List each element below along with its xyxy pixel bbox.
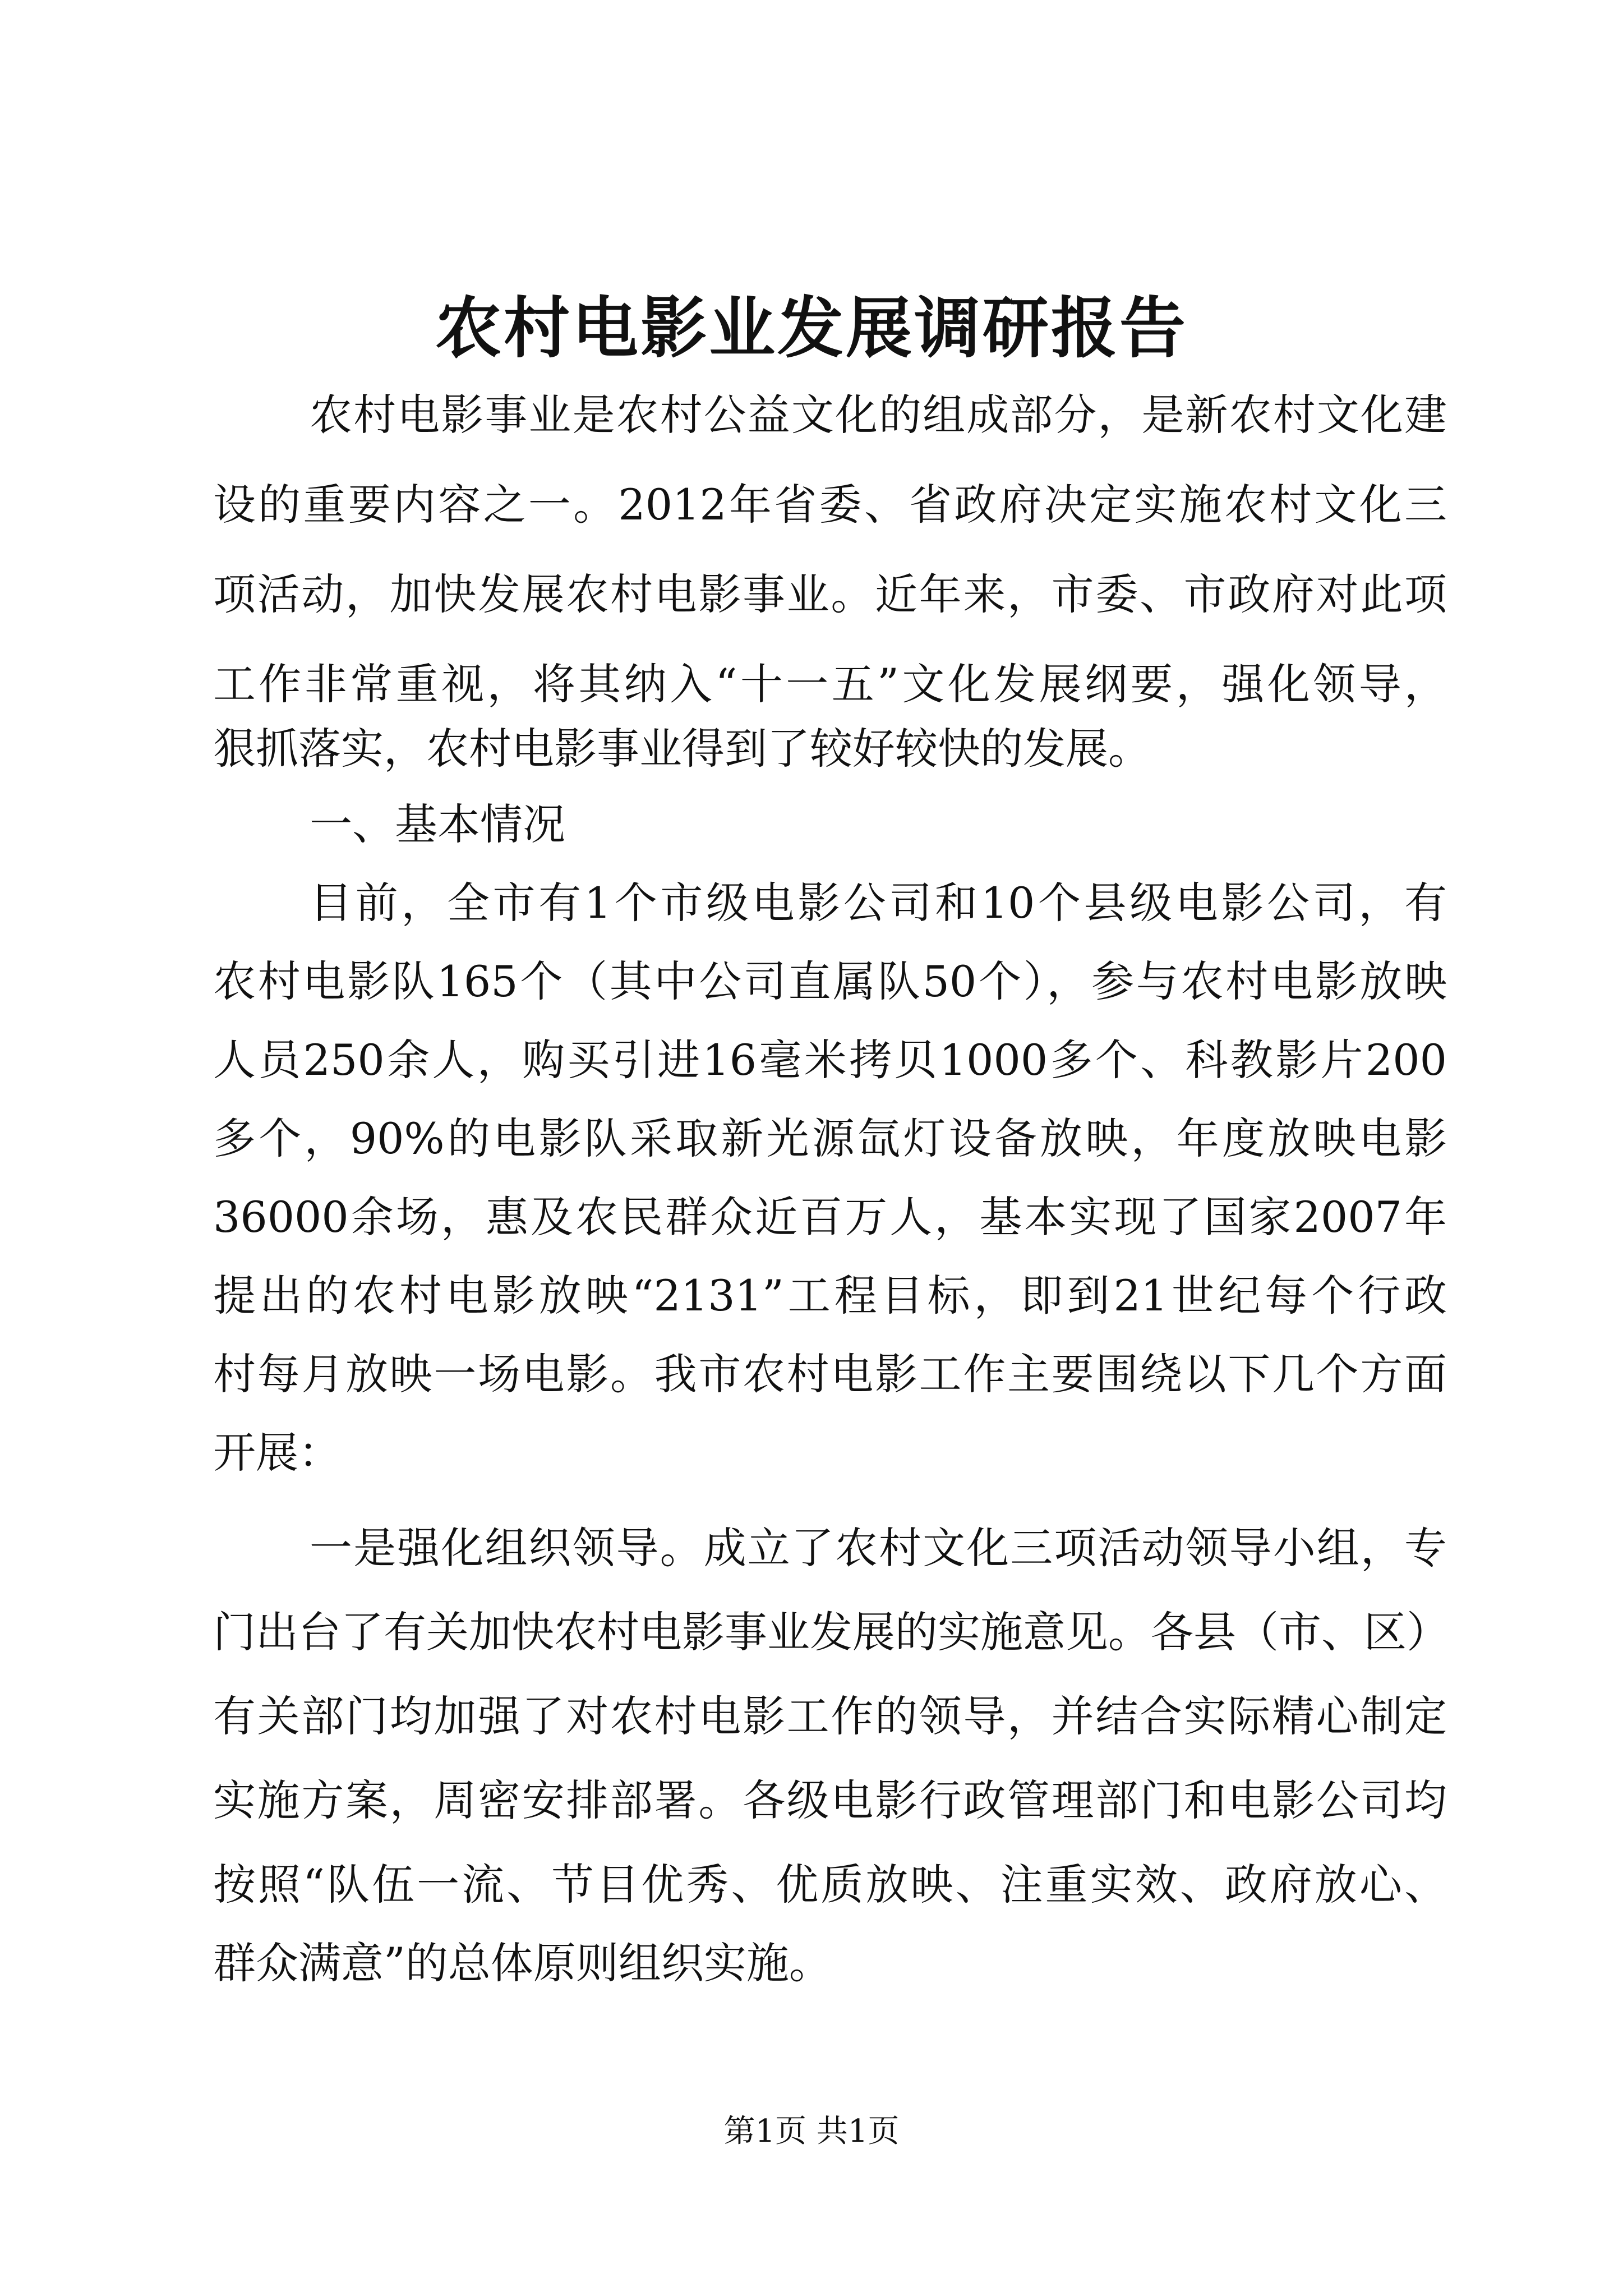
paragraph-line: 提出的农村电影放映“2131”工程目标，即到21世纪每个行政 <box>213 1271 1447 1320</box>
paragraph-line: 村每月放映一场电影。我市农村电影工作主要围绕以下几个方面 <box>213 1349 1447 1399</box>
paragraph-line: 农村电影事业是农村公益文化的组成部分，是新农村文化建 <box>310 390 1447 440</box>
page-footer: 第1页 共1页 <box>723 2113 900 2150</box>
paragraph-line: 多个，90%的电影队采取新光源氙灯设备放映，年度放映电影 <box>213 1114 1447 1163</box>
paragraph-line: 群众满意”的总体原则组织实施。 <box>213 1938 832 1988</box>
paragraph-line: 农村电影队165个（其中公司直属队50个），参与农村电影放映 <box>213 956 1447 1006</box>
paragraph-line: 目前，全市有1个市级电影公司和10个县级电影公司，有 <box>310 878 1447 928</box>
paragraph-line: 设的重要内容之一。2012年省委、省政府决定实施农村文化三 <box>213 480 1447 530</box>
paragraph-line: 有关部门均加强了对农村电影工作的领导，并结合实际精心制定 <box>213 1691 1447 1741</box>
paragraph-line: 按照“队伍一流、节目优秀、优质放映、注重实效、政府放心、 <box>213 1860 1447 1910</box>
paragraph-line: 门出台了有关加快农村电影事业发展的实施意见。各县（市、区） <box>213 1607 1449 1657</box>
paragraph-line: 开展： <box>213 1428 341 1478</box>
document-title: 农村电影业发展调研报告 <box>435 289 1188 367</box>
paragraph-line: 一是强化组织领导。成立了农村文化三项活动领导小组，专 <box>310 1523 1447 1573</box>
paragraph-line: 项活动，加快发展农村电影事业。近年来，市委、市政府对此项 <box>213 569 1447 619</box>
paragraph-line: 36000余场，惠及农民群众近百万人，基本实现了国家2007年 <box>213 1192 1447 1242</box>
section-heading: 一、基本情况 <box>310 799 565 849</box>
paragraph-line: 人员250余人，购买引进16毫米拷贝1000多个、科教影片200 <box>213 1035 1447 1085</box>
paragraph-line: 实施方案，周密安排部署。各级电影行政管理部门和电影公司均 <box>213 1775 1447 1825</box>
paragraph-line: 狠抓落实，农村电影事业得到了较好较快的发展。 <box>213 724 1151 774</box>
paragraph-line: 工作非常重视，将其纳入“十一五”文化发展纲要，强化领导， <box>213 659 1447 709</box>
